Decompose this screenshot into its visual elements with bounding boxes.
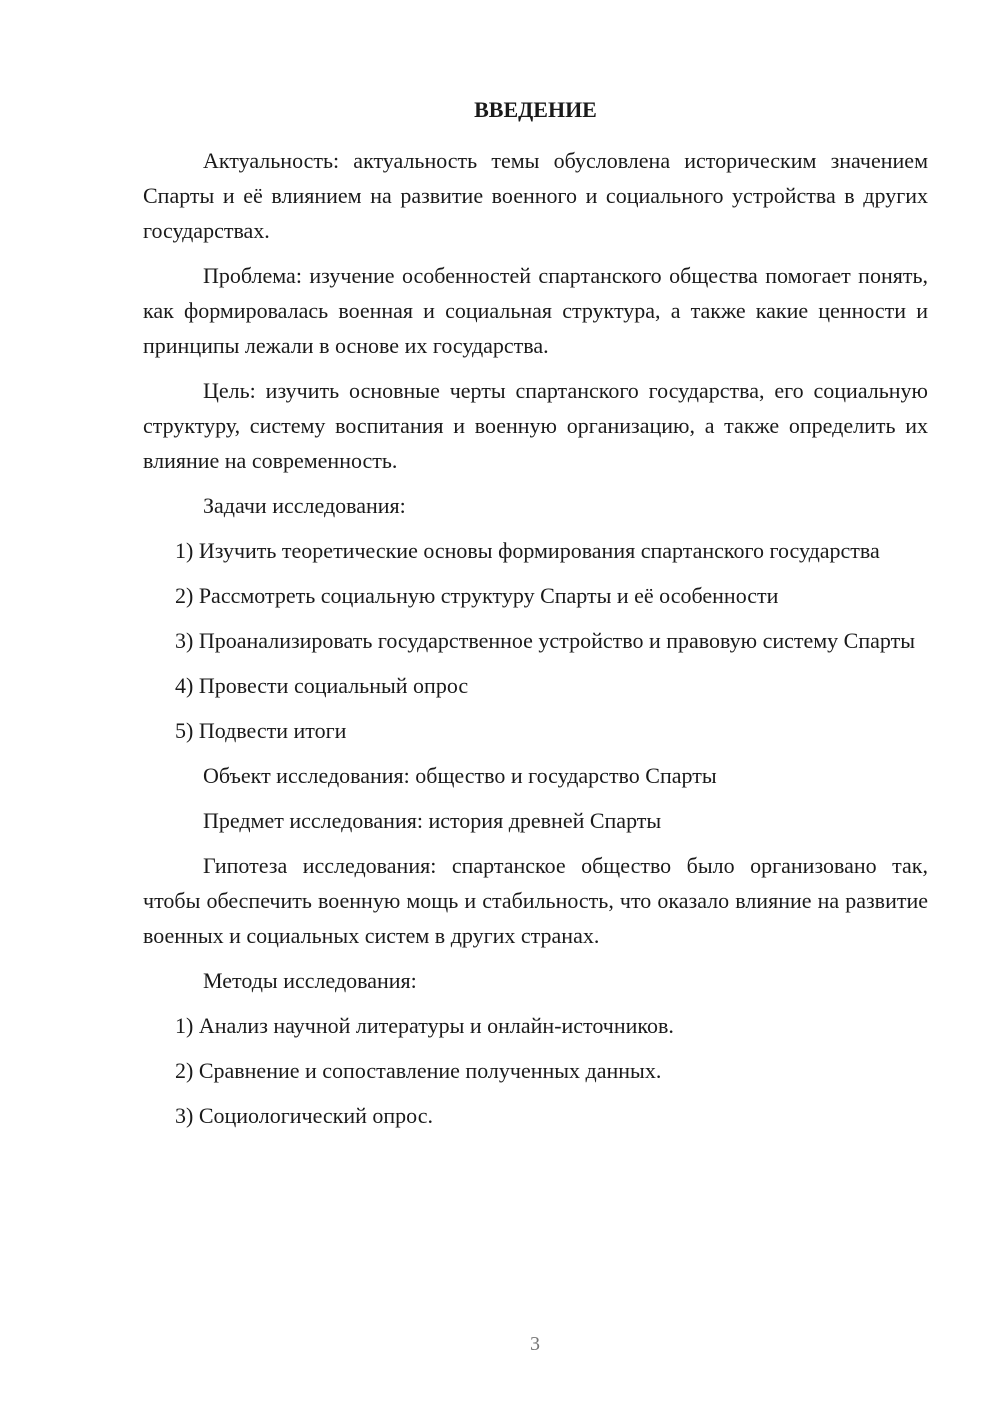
tasks-heading: Задачи исследования: xyxy=(203,493,406,518)
method-item-2: 2) Сравнение и сопоставление полученных данных. xyxy=(175,1058,662,1083)
task-item-2: 2) Рассмотреть социальную структуру Спарты и её особенности xyxy=(175,583,779,608)
problem-paragraph: Проблема: изучение особенностей спартанского общества помогает понять, как формировалась военная и социальная структура, а также какие ценности и принципы лежали в основе их государства. xyxy=(143,263,928,358)
task-item-5: 5) Подвести итоги xyxy=(175,718,347,743)
method-item-3: 3) Социологический опрос. xyxy=(175,1103,433,1128)
goal-paragraph: Цель: изучить основные черты спартанского государства, его социальную структуру, систему воспитания и военную организацию, а также определить их влияние на современность. xyxy=(143,378,928,473)
page-title: ВВЕДЕНИЕ xyxy=(474,97,597,122)
hypothesis-paragraph: Гипотеза исследования: спартанское общество было организовано так, чтобы обеспечить военную мощь и стабильность, что оказало влияние на развитие военных и социальных систем в других странах. xyxy=(143,853,928,948)
object-paragraph: Объект исследования: общество и государство Спарты xyxy=(203,763,717,788)
document-page xyxy=(143,95,928,1143)
subject-paragraph: Предмет исследования: история древней Спарты xyxy=(203,808,662,833)
methods-heading: Методы исследования: xyxy=(203,968,417,993)
method-item-1: 1) Анализ научной литературы и онлайн-источников. xyxy=(175,1013,674,1038)
task-item-1: 1) Изучить теоретические основы формирования спартанского государства xyxy=(175,538,880,563)
relevance-paragraph: Актуальность: актуальность темы обусловлена историческим значением Спарты и её влиянием на развитие военного и социального устройства в других государствах. xyxy=(143,148,928,243)
task-item-3: 3) Проанализировать государственное устройство и правовую систему Спарты xyxy=(175,628,915,653)
task-item-4: 4) Провести социальный опрос xyxy=(175,673,469,698)
page-number: 3 xyxy=(530,1333,540,1355)
